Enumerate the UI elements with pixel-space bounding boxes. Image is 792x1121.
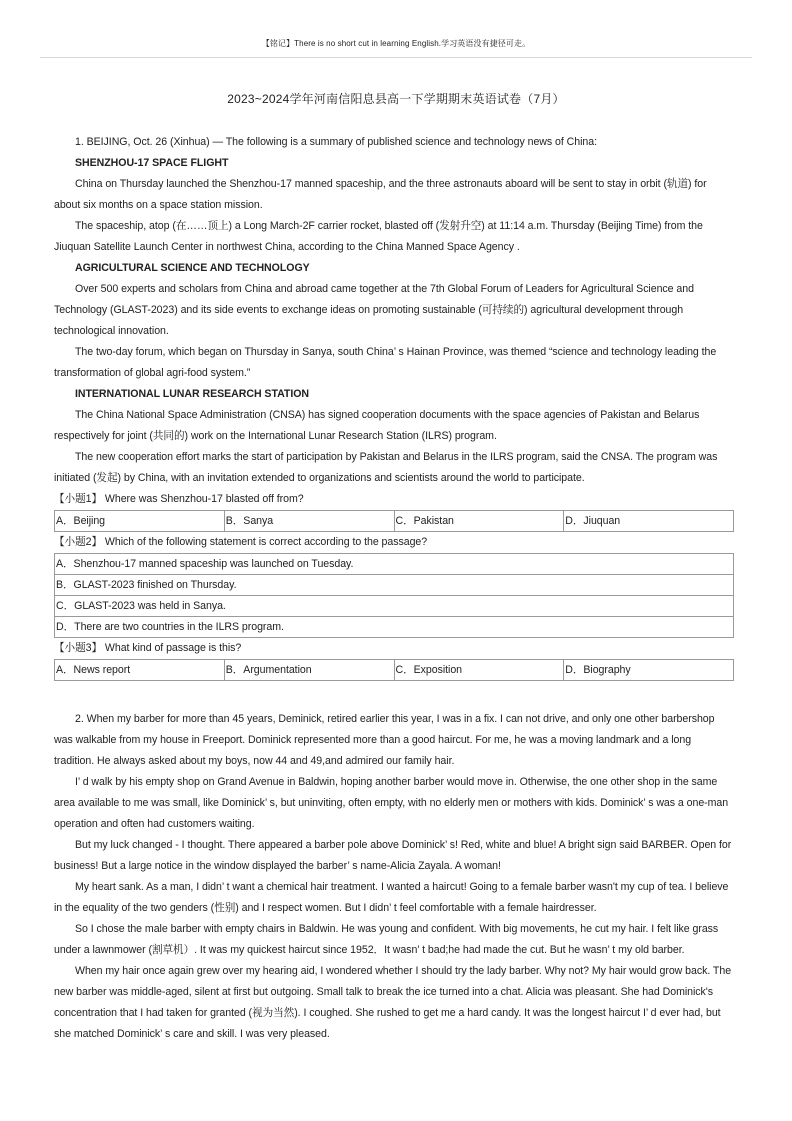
passage2-paragraph-5: So I chose the male barber with empty chairs in Baldwin. He was young and confident. With big movements, he cut my hair. I felt like grass under a lawnmower (割草机）. It was my quickest haircut since 1952．It wasn’ t bad;he had made the cut. But he wasn’ t my old barber. xyxy=(54,923,719,956)
passage1-heading-agriculture: AGRICULTURAL SCIENCE AND TECHNOLOGY xyxy=(75,262,310,274)
q2-option-b[interactable]: B．GLAST-2023 finished on Thursday. xyxy=(55,575,734,596)
header-divider xyxy=(40,57,752,58)
passage1-intro: 1. BEIJING, Oct. 26 (Xinhua) — The following is a summary of published science and technology news of China: xyxy=(75,136,598,148)
passage2-paragraph-2: I’ d walk by his empty shop on Grand Avenue in Baldwin, hoping another barber would move in. Otherwise, the one other shop in the same area available to me was small, like Dominick’ s, but uninviting, often empty, with no elderly men or mothers with kids. Dominick’ s was a one-man operation and often had customers waiting. xyxy=(54,776,729,830)
passage1-paragraph-2: The spaceship, atop (在……顶上) a Long March-2F carrier rocket, blasted off (发射升空) at 11:14 a.m. Thursday (Beijing Time) from the Jiuquan Satellite Launch Center in northwest China, according to the China Manned Space Agency . xyxy=(54,220,703,253)
passage2-paragraph-4: My heart sank. As a man, I didn’ t want a chemical hair treatment. I wanted a haircut! Going to a female barber wasn't my cup of tea. I believe in the equality of the two genders (性别) and I respect women. But I didn’ t feel comfortable with a female hairdresser. xyxy=(54,881,729,914)
passage2-paragraph-1: 2. When my barber for more than 45 years, Deminick, retired earlier this year, I was in a fix. I can not drive, and only one other barbershop was walkable from my house in Freeport. Dominick represented more than a good haircut. For me, he was a moving landmark and a long tradition. He always asked about my boys, now 44 and 49,and admired our family hair. xyxy=(54,713,715,767)
q1-option-c[interactable]: C．Pakistan xyxy=(394,511,564,532)
passage2-paragraph-6: When my hair once again grew over my hearing aid, I wondered whether I should try the lady barber. Why not? My hair would grow back. The new barber was middle-aged, silent at first but outgoing. Small talk to break the ice turned into a chat. Alicia was pleasant. She had Dominick's concentration that I had taken for granted (视为当然). I coughed. She rushed to get me a hard candy. It was the longest haircut I’ d ever had, but she matched Dominick’ s care and skill. I was very pleased. xyxy=(54,965,732,1040)
passage1-paragraph-6: The new cooperation effort marks the start of participation by Pakistan and Belarus in the ILRS program, said the CNSA. The program was initiated (发起) by China, with an invitation extended to organizations and scientists around the world to participate. xyxy=(54,451,718,484)
passage1-paragraph-1: China on Thursday launched the Shenzhou-17 manned spaceship, and the three astronauts aboard will be sent to stay in orbit (轨道) for about six months on a space station mission. xyxy=(54,178,707,211)
question-3: 【小题3】 What kind of passage is this? xyxy=(54,642,242,654)
passage1-paragraph-4: The two-day forum, which began on Thursday in Sanya, south China’ s Hainan Province, was themed “science and technology leading the transformation of global agri-food system.” xyxy=(54,346,717,379)
page-header-motto: 【铭记】There is no short cut in learning English.学习英语没有捷径可走。 xyxy=(261,39,531,48)
q2-option-c[interactable]: C．GLAST-2023 was held in Sanya. xyxy=(55,596,734,617)
question-1: 【小题1】 Where was Shenzhou-17 blasted off from? xyxy=(54,493,304,505)
section-gap xyxy=(54,681,734,709)
question-2-options xyxy=(54,553,734,638)
q2-option-d[interactable]: D．There are two countries in the ILRS program. xyxy=(55,617,734,638)
exam-title: 2023~2024学年河南信阳息县高一下学期期末英语试卷（7月） xyxy=(227,92,565,106)
q1-option-a[interactable]: A．Beijing xyxy=(55,511,225,532)
passage2-paragraph-3: But my luck changed - I thought. There appeared a barber pole above Dominick’ s! Red, white and blue! A bright sign said BARBER. Open for business! But a large notice in the window displayed the barber’ s name-Alicia Zayala. A woman! xyxy=(54,839,732,872)
passage1-heading-lunar: INTERNATIONAL LUNAR RESEARCH STATION xyxy=(75,388,310,400)
exam-content xyxy=(54,132,734,1045)
q3-option-b[interactable]: B．Argumentation xyxy=(224,660,394,681)
q2-option-a[interactable]: A．Shenzhou-17 manned spaceship was launched on Tuesday. xyxy=(55,554,734,575)
passage1-heading-shenzhou: SHENZHOU-17 SPACE FLIGHT xyxy=(75,157,229,169)
question-1-options xyxy=(54,510,734,532)
question-3-options xyxy=(54,659,734,681)
q3-option-c[interactable]: C．Exposition xyxy=(394,660,564,681)
q3-option-a[interactable]: A．News report xyxy=(55,660,225,681)
q1-option-d[interactable]: D．Jiuquan xyxy=(564,511,734,532)
passage1-paragraph-3: Over 500 experts and scholars from China and abroad came together at the 7th Global Forum of Leaders for Agricultural Science and Technology (GLAST-2023) and its side events to exchange ideas on promoting sustainable (可持续的) agricultural development through technological innovation. xyxy=(54,283,694,337)
q1-option-b[interactable]: B．Sanya xyxy=(224,511,394,532)
question-2: 【小题2】 Which of the following statement is correct according to the passage? xyxy=(54,536,428,548)
passage1-paragraph-5: The China National Space Administration (CNSA) has signed cooperation documents with the space agencies of Pakistan and Belarus respectively for joint (共同的) work on the International Lunar Research Station (ILRS) program. xyxy=(54,409,700,442)
q3-option-d[interactable]: D．Biography xyxy=(564,660,734,681)
